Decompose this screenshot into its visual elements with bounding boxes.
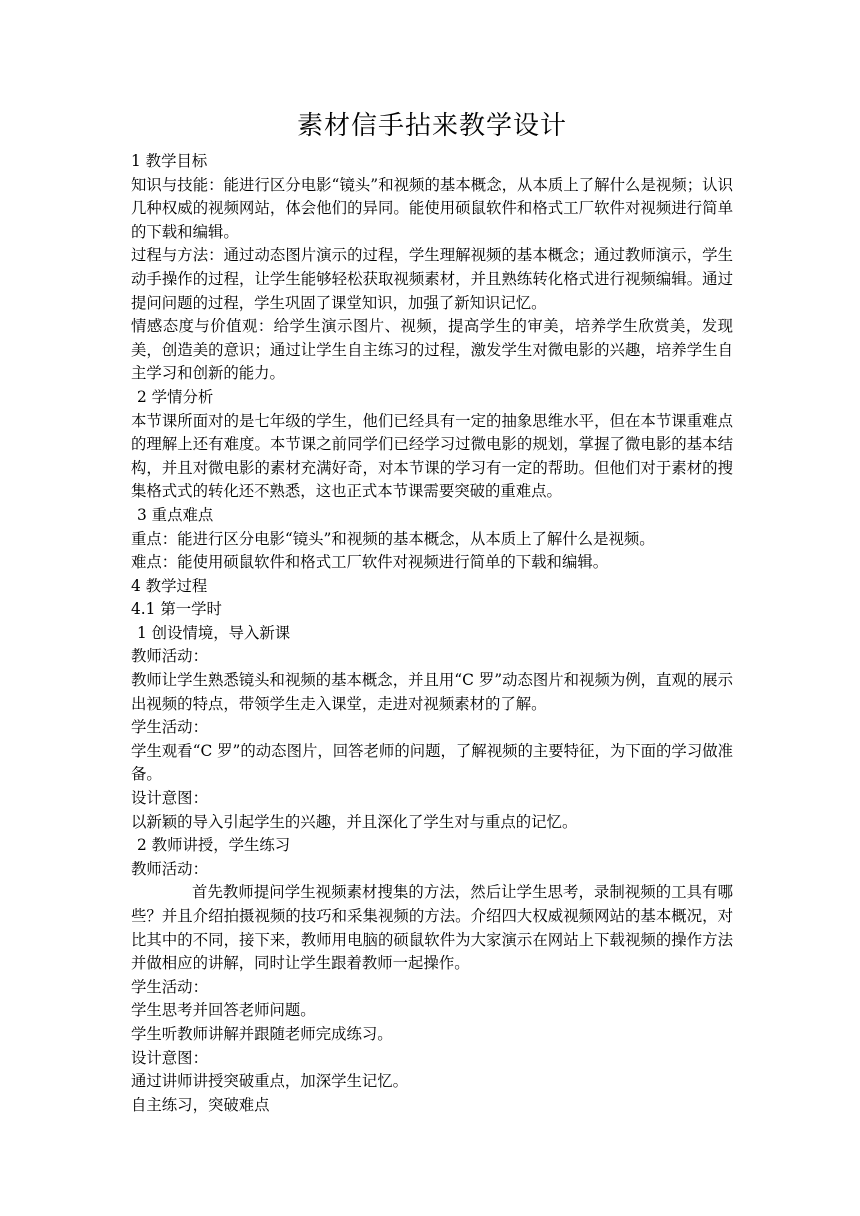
paragraph: 学生听教师讲解并跟随老师完成练习。	[131, 1024, 393, 1043]
paragraph: 1 创设情境，导入新课	[137, 623, 291, 642]
paragraph: 以新颖的导入引起学生的兴趣，并且深化了学生对与重点的记忆。	[131, 812, 578, 831]
paragraph: 1 教学目标	[131, 152, 208, 170]
paragraph: 知识与技能：能进行区分电影“镜头”和视频的基本概念，从本质上了解什么是视频；认识几种权威的视频网站，体会他们的异同。能使用硕鼠软件和格式工厂软件对视频进行简单的下载和编辑。	[131, 175, 733, 241]
paragraph: 2 学情分析	[137, 387, 214, 406]
paragraph: 4.1 第一学时	[131, 600, 222, 619]
paragraph: 教师让学生熟悉镜头和视频的基本概念，并且用“C 罗”动态图片和视频为例，直观的展示出视频的特点，带领学生走入课堂，走进对视频素材的了解。	[131, 671, 733, 713]
paragraph: 教师活动：	[131, 859, 208, 878]
paragraph: 学生思考并回答老师问题。	[131, 1001, 316, 1020]
document-body	[131, 150, 733, 1117]
paragraph: 教师活动：	[131, 647, 208, 666]
paragraph: 学生观看“C 罗”的动态图片，回答老师的问题，了解视频的主要特征，为下面的学习做准备。	[131, 741, 733, 784]
paragraph: 重点：能进行区分电影“镜头”和视频的基本概念，从本质上了解什么是视频。	[131, 529, 655, 548]
document-title: 素材信手拈来教学设计	[296, 111, 567, 141]
paragraph: 首先教师提问学生视频素材搜集的方法，然后让学生思考，录制视频的工具有哪些？并且介绍拍摄视频的技巧和采集视频的方法。介绍四大权威视频网站的基本概况，对比其中的不同，接下来，教师用电脑的硕鼠软件为大家演示在网站上下载视频的操作方法并做相应的讲解，同时让学生跟着教师一起操作。	[131, 883, 733, 973]
paragraph: 设计意图：	[131, 1048, 208, 1067]
paragraph: 学生活动：	[131, 977, 208, 996]
paragraph: 通过讲师讲授突破重点，加深学生记忆。	[131, 1072, 409, 1091]
paragraph: 2 教师讲授，学生练习	[137, 836, 291, 855]
paragraph: 难点：能使用硕鼠软件和格式工厂软件对视频进行简单的下载和编辑。	[131, 553, 609, 572]
paragraph: 过程与方法：通过动态图片演示的过程，学生理解视频的基本概念；通过教师演示，学生动手操作的过程，让学生能够轻松获取视频素材，并且熟练转化格式进行视频编辑。通过提问问题的过程，学生巩固了课堂知识，加强了新知识记忆。	[131, 246, 733, 312]
paragraph: 本节课所面对的是七年级的学生，他们已经具有一定的抽象思维水平，但在本节课重难点的理解上还有难度。本节课之前同学们已经学习过微电影的规划，掌握了微电影的基本结构，并且对微电影的素材充满好奇，对本节课的学习有一定的帮助。但他们对于素材的搜集格式式的转化还不熟悉，这也正式本节课需要突破的重难点。	[131, 411, 733, 501]
paragraph: 设计意图：	[131, 789, 208, 808]
paragraph: 3 重点难点	[137, 505, 214, 524]
paragraph: 4 教学过程	[131, 576, 208, 595]
paragraph: 自主练习，突破难点	[131, 1095, 270, 1114]
document-page	[131, 108, 733, 1117]
paragraph: 学生活动：	[131, 718, 208, 737]
paragraph: 情感态度与价值观：给学生演示图片、视频，提高学生的审美，培养学生欣赏美，发现美，创造美的意识；通过让学生自主练习的过程，激发学生对微电影的兴趣，培养学生自主学习和创新的能力。	[131, 317, 733, 383]
